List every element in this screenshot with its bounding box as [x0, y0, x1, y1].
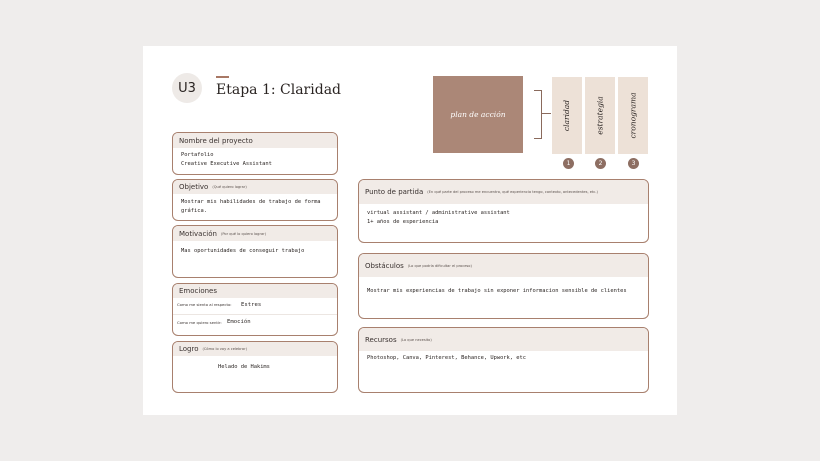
emocion-value: Estres [241, 302, 262, 308]
card-nombre-proyecto [172, 132, 338, 175]
plan-de-accion-block [433, 76, 523, 153]
card-logro [172, 341, 338, 393]
card-header [359, 180, 648, 204]
bracket-icon [534, 90, 542, 139]
card-label: Emociones [179, 287, 217, 295]
card-header [173, 342, 337, 356]
card-label: Logro [179, 345, 199, 353]
card-body[interactable] [359, 277, 648, 300]
emocion-value: Emoción [227, 319, 251, 325]
card-label: Motivación [179, 229, 217, 238]
page-title: Etapa 1: Claridad [216, 82, 342, 98]
card-motivacion [172, 225, 338, 278]
card-body[interactable] [359, 204, 648, 230]
card-body[interactable] [173, 194, 337, 219]
card-punto-de-partida [358, 179, 649, 243]
card-label: Punto de partida [365, 188, 424, 196]
recursos-text: Photoshop, Canva, Pinterest, Behance, Upwork, etc [367, 355, 527, 361]
card-header [359, 254, 648, 277]
card-note: (Por qué lo quiero lograr) [220, 231, 267, 236]
card-header [173, 284, 337, 298]
card-recursos [358, 327, 649, 393]
stage-estrategia: estrategia [585, 77, 615, 154]
objetivo-text: Mostrar mis habilidades de trabajo de forma gráfica. [181, 199, 321, 214]
card-note: (Qué quiero lograr) [212, 185, 247, 189]
motivacion-text: Mas oportunidades de conseguir trabajo [181, 248, 305, 254]
card-note: (Lo que podría dificultar el proceso) [407, 263, 472, 268]
plan-label: plan de acción [450, 110, 506, 119]
stage-number-3: 3 [628, 158, 639, 169]
card-body[interactable] [173, 298, 337, 336]
logro-text: Helado de Hakims [218, 364, 270, 370]
card-body[interactable] [173, 356, 337, 376]
card-body[interactable] [359, 351, 648, 367]
title-accent-bar [216, 76, 229, 78]
card-emociones [172, 283, 338, 336]
card-note: (Lo que necesito) [400, 337, 432, 342]
card-body[interactable] [173, 241, 337, 260]
emocion-prompt: Como me quiero sentir: [177, 320, 222, 325]
partida-line: virtual assistant / administrative assistant [367, 210, 510, 216]
card-label: Recursos [365, 335, 397, 344]
emocion-prompt: Como me siento al respecto: [177, 302, 232, 307]
card-note: (Cómo lo voy a celebrar) [202, 347, 247, 351]
card-header [173, 226, 337, 241]
card-header [173, 133, 337, 148]
project-name-line: Portafolio [181, 152, 214, 158]
project-name-line: Creative Executive Assistant [181, 160, 272, 167]
divider [173, 314, 337, 315]
card-header [359, 328, 648, 351]
obstaculos-text: Mostrar mis experiencias de trabajo sin exponer informacion sensible de clientes [367, 288, 627, 294]
card-obstaculos [358, 253, 649, 319]
stage-number-2: 2 [595, 158, 606, 169]
card-note: (En qué parte del proceso me encuentro, qué experiencia tengo, contexto, antecedentes, etc.) [427, 190, 598, 194]
stage-cronograma: cronograma [618, 77, 648, 154]
card-label: Objetivo [179, 183, 209, 191]
card-label: Obstáculos [365, 261, 404, 270]
partida-line: 1+ años de esperiencia [367, 218, 439, 225]
card-header [173, 180, 337, 194]
bracket-connector [541, 113, 551, 114]
stage-number-1: 1 [563, 158, 574, 169]
unit-badge: U3 [172, 73, 202, 103]
stage-claridad: claridad [552, 77, 582, 154]
card-objetivo [172, 179, 338, 221]
card-body[interactable] [173, 148, 337, 172]
card-label: Nombre del proyecto [179, 136, 253, 145]
